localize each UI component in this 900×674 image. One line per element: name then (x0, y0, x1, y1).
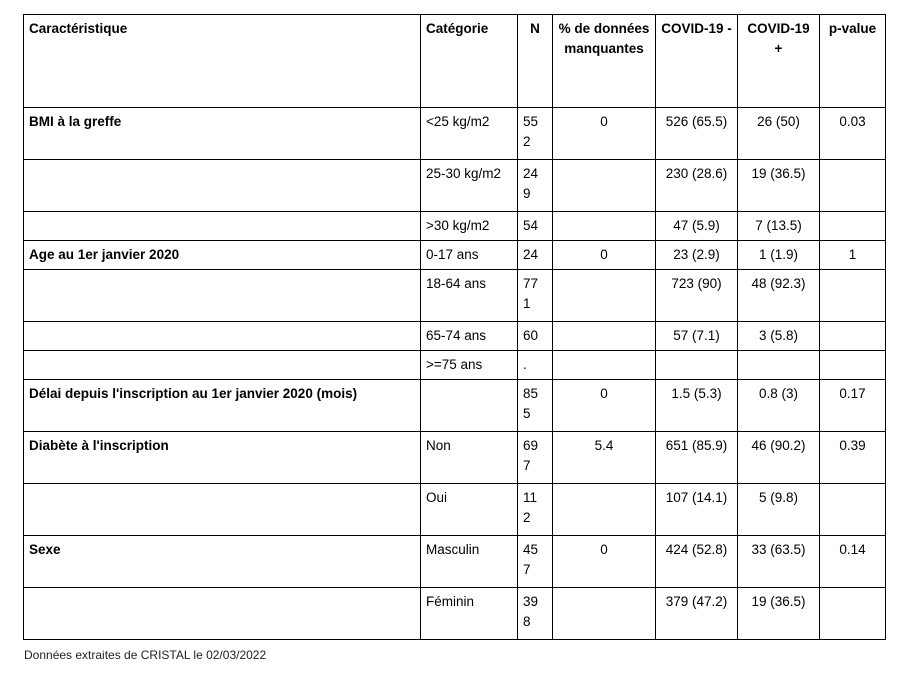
category-cell: >=75 ans (421, 351, 518, 380)
category-cell: >30 kg/m2 (421, 212, 518, 241)
header-categorie: Catégorie (421, 15, 518, 108)
covid-positive-cell: 48 (92.3) (738, 270, 820, 322)
covid-negative-cell: 379 (47.2) (656, 588, 738, 640)
header-covid-neg: COVID-19 - (656, 15, 738, 108)
covid-negative-cell: 526 (65.5) (656, 108, 738, 160)
characteristic-cell (24, 588, 421, 640)
table-row (24, 380, 886, 432)
table-row (24, 432, 886, 484)
covid-positive-cell: 26 (50) (738, 108, 820, 160)
p-value-cell: 1 (820, 241, 886, 270)
covid-negative-cell: 651 (85.9) (656, 432, 738, 484)
n-cell: 45 7 (518, 536, 553, 588)
covid-negative-cell: 57 (7.1) (656, 322, 738, 351)
missing-pct-cell (553, 322, 656, 351)
n-cell: 77 1 (518, 270, 553, 322)
p-value-cell: 0.14 (820, 536, 886, 588)
category-cell: 65-74 ans (421, 322, 518, 351)
covid-positive-cell: 7 (13.5) (738, 212, 820, 241)
p-value-cell (820, 351, 886, 380)
footnote: Données extraites de CRISTAL le 02/03/2022 (24, 648, 267, 662)
covid-negative-cell: 107 (14.1) (656, 484, 738, 536)
covid-positive-cell: 33 (63.5) (738, 536, 820, 588)
category-cell: Non (421, 432, 518, 484)
table-row (24, 241, 886, 270)
covid-negative-cell (656, 351, 738, 380)
p-value-cell: 0.03 (820, 108, 886, 160)
missing-pct-cell (553, 588, 656, 640)
n-cell: 69 7 (518, 432, 553, 484)
table-row (24, 351, 886, 380)
results-table (23, 14, 886, 640)
covid-positive-cell: 5 (9.8) (738, 484, 820, 536)
characteristic-cell: Age au 1er janvier 2020 (24, 241, 421, 270)
n-cell: 24 (518, 241, 553, 270)
p-value-cell (820, 588, 886, 640)
characteristic-cell (24, 160, 421, 212)
n-cell: 39 8 (518, 588, 553, 640)
header-missing: % de données manquantes (553, 15, 656, 108)
p-value-cell (820, 212, 886, 241)
covid-negative-cell: 47 (5.9) (656, 212, 738, 241)
header-caracteristique: Caractéristique (24, 15, 421, 108)
missing-pct-cell: 0 (553, 108, 656, 160)
missing-pct-cell (553, 270, 656, 322)
category-cell: 0-17 ans (421, 241, 518, 270)
characteristic-cell (24, 484, 421, 536)
missing-pct-cell (553, 484, 656, 536)
characteristic-cell: Délai depuis l'inscription au 1er janvier 2020 (mois) (24, 380, 421, 432)
table-row (24, 322, 886, 351)
covid-positive-cell: 19 (36.5) (738, 588, 820, 640)
missing-pct-cell: 0 (553, 241, 656, 270)
table-header-row (24, 15, 886, 108)
covid-positive-cell: 19 (36.5) (738, 160, 820, 212)
category-cell: Oui (421, 484, 518, 536)
covid-positive-cell: 0.8 (3) (738, 380, 820, 432)
table-row (24, 270, 886, 322)
n-cell: 85 5 (518, 380, 553, 432)
characteristic-cell (24, 351, 421, 380)
category-cell: 25-30 kg/m2 (421, 160, 518, 212)
missing-pct-cell (553, 212, 656, 241)
p-value-cell (820, 322, 886, 351)
table-row (24, 212, 886, 241)
category-cell (421, 380, 518, 432)
characteristic-cell (24, 322, 421, 351)
p-value-cell: 0.39 (820, 432, 886, 484)
characteristic-cell: Diabète à l'inscription (24, 432, 421, 484)
table-row (24, 536, 886, 588)
header-covid-pos: COVID-19 + (738, 15, 820, 108)
table-row (24, 484, 886, 536)
category-cell: <25 kg/m2 (421, 108, 518, 160)
characteristic-cell (24, 212, 421, 241)
p-value-cell: 0.17 (820, 380, 886, 432)
covid-positive-cell: 46 (90.2) (738, 432, 820, 484)
characteristic-cell: Sexe (24, 536, 421, 588)
results-table-container (23, 14, 886, 640)
missing-pct-cell (553, 351, 656, 380)
n-cell: 54 (518, 212, 553, 241)
table-row (24, 160, 886, 212)
p-value-cell (820, 160, 886, 212)
p-value-cell (820, 270, 886, 322)
header-p-value: p-value (820, 15, 886, 108)
header-n: N (518, 15, 553, 108)
p-value-cell (820, 484, 886, 536)
table-row (24, 588, 886, 640)
n-cell: 60 (518, 322, 553, 351)
missing-pct-cell: 5.4 (553, 432, 656, 484)
covid-negative-cell: 23 (2.9) (656, 241, 738, 270)
category-cell: Féminin (421, 588, 518, 640)
covid-negative-cell: 424 (52.8) (656, 536, 738, 588)
n-cell: 11 2 (518, 484, 553, 536)
covid-negative-cell: 230 (28.6) (656, 160, 738, 212)
missing-pct-cell: 0 (553, 380, 656, 432)
characteristic-cell (24, 270, 421, 322)
n-cell: 24 9 (518, 160, 553, 212)
covid-positive-cell (738, 351, 820, 380)
covid-negative-cell: 1.5 (5.3) (656, 380, 738, 432)
missing-pct-cell (553, 160, 656, 212)
table-row (24, 108, 886, 160)
missing-pct-cell: 0 (553, 536, 656, 588)
n-cell: . (518, 351, 553, 380)
category-cell: 18-64 ans (421, 270, 518, 322)
covid-negative-cell: 723 (90) (656, 270, 738, 322)
category-cell: Masculin (421, 536, 518, 588)
covid-positive-cell: 1 (1.9) (738, 241, 820, 270)
covid-positive-cell: 3 (5.8) (738, 322, 820, 351)
n-cell: 55 2 (518, 108, 553, 160)
table-body (24, 108, 886, 640)
characteristic-cell: BMI à la greffe (24, 108, 421, 160)
